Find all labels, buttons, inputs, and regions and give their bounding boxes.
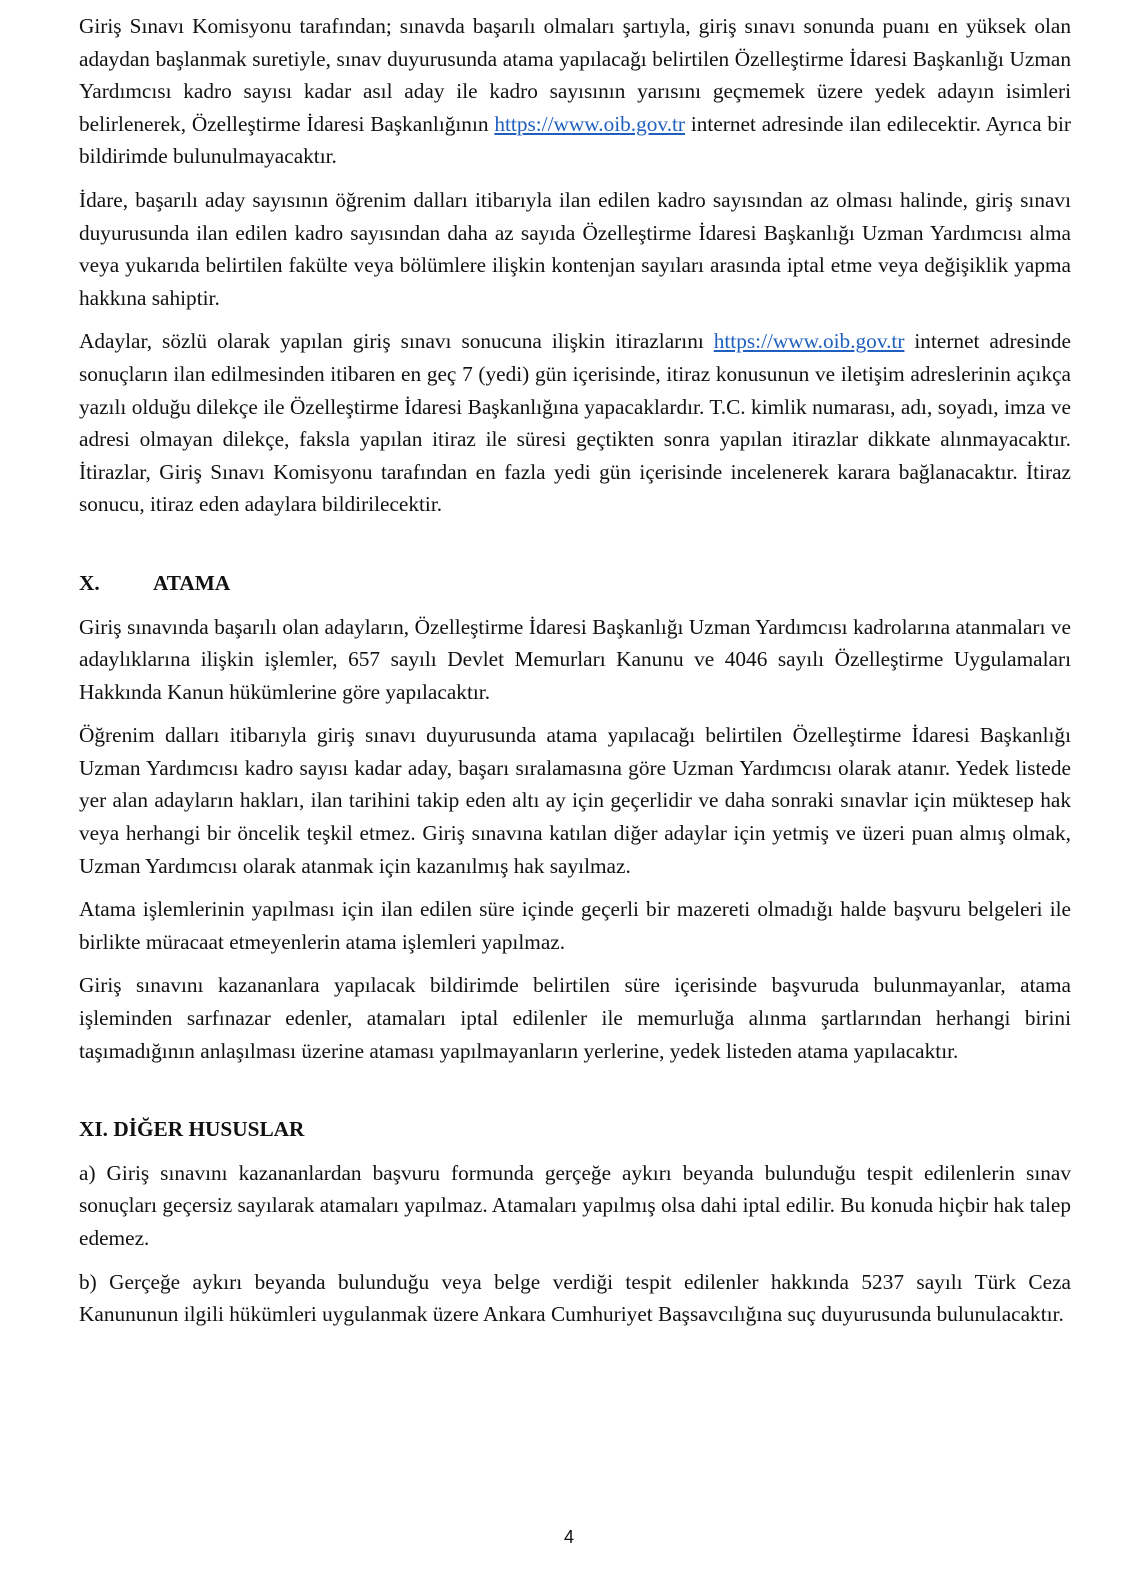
paragraph: Öğrenim dalları itibarıyla giriş sınavı duyurusunda atama yapılacağı belirtilen Özelleştirme İdaresi Başkanlığı Uzman Yardımcısı kadro sayısı kadar aday, başarı sıralamasına göre Uzman Yardımcısı olarak atanır. Yedek listede yer alan adayların hakları, ilan tarihini takip eden altı ay için geçerlidir ve daha sonraki sınavlar için müktesep hak veya herhangi bir öncelik teşkil etmez. Giriş sınavına katılan diğer adaylar için yetmiş ve üzeri puan almış olmak, Uzman Yardımcısı olarak atanmak için kazanılmış hak sayılmaz. <box>79 723 1071 878</box>
paragraph-text: internet adresinde sonuçların ilan edilmesinden itibaren en geç 7 (yedi) gün içerisinde, itiraz konusunun ve iletişim adreslerinin açıkça yazılı olduğu dilekçe ile Özelleştirme İdaresi Başkanlığına yapacaklardır. T.C. kimlik numarası, adı, soyadı, imza ve adresi olmayan dilekçe, faksla yapılan itiraz ile süresi geçtikten sonra yapılan itirazlar dikkate alınmayacaktır. İtirazlar, Giriş Sınavı Komisyonu tarafından en fazla yedi gün içerisinde incelenerek karara bağlanacaktır. İtiraz sonucu, itiraz eden adaylara bildirilecektir. <box>79 329 1071 517</box>
paragraph-text: Giriş Sınavı Komisyonu tarafından; sınavda başarılı olmaları şartıyla, giriş sınavı sonunda puanı en yüksek olan adaydan başlanmak suretiyle, sınav duyurusunda atama yapılacağı belirtilen Özelleştirme İdaresi Başkanlığı Uzman Yardımcısı kadro sayısı kadar asıl aday ile kadro sayısının yarısını geçmemek üzere yedek adayın isimleri belirlenerek, Özelleştirme İdaresi Başkanlığının <box>79 14 1071 136</box>
paragraph-administration-rights: İdare, başarılı aday sayısının öğrenim dalları itibarıyla ilan edilen kadro sayısından az olması halinde, giriş sınavı duyurusunda ilan edilen kadro sayısından daha az sayıda Özelleştirme İdaresi Başkanlığı Uzman Yardımcısı alma veya yukarıda belirtilen fakülte veya bölümlere ilişkin kontenjan sayıları arasında iptal etme veya değişiklik yapma hakkına sahiptir. <box>79 187 1071 310</box>
page-number: 4 <box>563 1527 574 1547</box>
section-title: ATAMA <box>153 570 231 595</box>
list-item-b: b) Gerçeğe aykırı beyanda bulunduğu veya belge verdiği tespit edilenler hakkında 5237 sayılı Türk Ceza Kanununun ilgili hükümleri uygulanmak üzere Ankara Cumhuriyet Başsavcılığına suç duyurusunda bulunulacaktır. <box>79 1269 1071 1327</box>
paragraph-text: Adaylar, sözlü olarak yapılan giriş sınavı sonucuna ilişkin itirazlarını <box>79 329 714 354</box>
paragraph: Giriş sınavını kazananlara yapılacak bildirimde belirtilen süre içerisinde başvuruda bulunmayanlar, atama işleminden sarfınazar edenler, atamaları iptal edilenler ile memurluğa alınma şartlarından herhangi birini taşımadığının anlaşılması üzerine ataması yapılmayanların yerlerine, yedek listeden atama yapılacaktır. <box>79 973 1071 1063</box>
paragraph-objections <box>79 325 1071 521</box>
section-number: X. <box>79 570 100 595</box>
page-content <box>79 10 1071 1342</box>
section-heading-atama <box>79 567 1071 600</box>
oib-website-link[interactable]: https://www.oib.gov.tr <box>494 111 686 136</box>
oib-website-link[interactable]: https://www.oib.gov.tr <box>713 329 905 354</box>
paragraph: Atama işlemlerinin yapılması için ilan edilen süre içinde geçerli bir mazereti olmadığı halde başvuru belgeleri ile birlikte müracaat etmeyenlerin atama işlemleri yapılmaz. <box>79 897 1071 954</box>
paragraph-results-announcement <box>79 10 1071 173</box>
paragraph: Giriş sınavında başarılı olan adayların, Özelleştirme İdaresi Başkanlığı Uzman Yardımcısı kadrolarına atanmaları ve adaylıklarına ilişkin işlemler, 657 sayılı Devlet Memurları Kanunu ve 4046 sayılı Özelleştirme Uygulamaları Hakkında Kanun hükümlerine göre yapılacaktır. <box>79 614 1071 704</box>
paragraph-text: internet adresinde ilan edilecektir. Ayrıca bir bildirimde bulunulmayacaktır. <box>79 111 1071 169</box>
list-item-a: a) Giriş sınavını kazananlardan başvuru formunda gerçeğe aykırı beyanda bulunduğu tespit edilenlerin sınav sonuçları geçersiz sayılarak atamaları yapılmaz. Atamaları yapılmış olsa dahi iptal edilir. Bu konuda hiçbir hak talep edemez. <box>79 1160 1071 1250</box>
section-heading-diger-hususlar: XI. DİĞER HUSUSLAR <box>79 1117 305 1142</box>
